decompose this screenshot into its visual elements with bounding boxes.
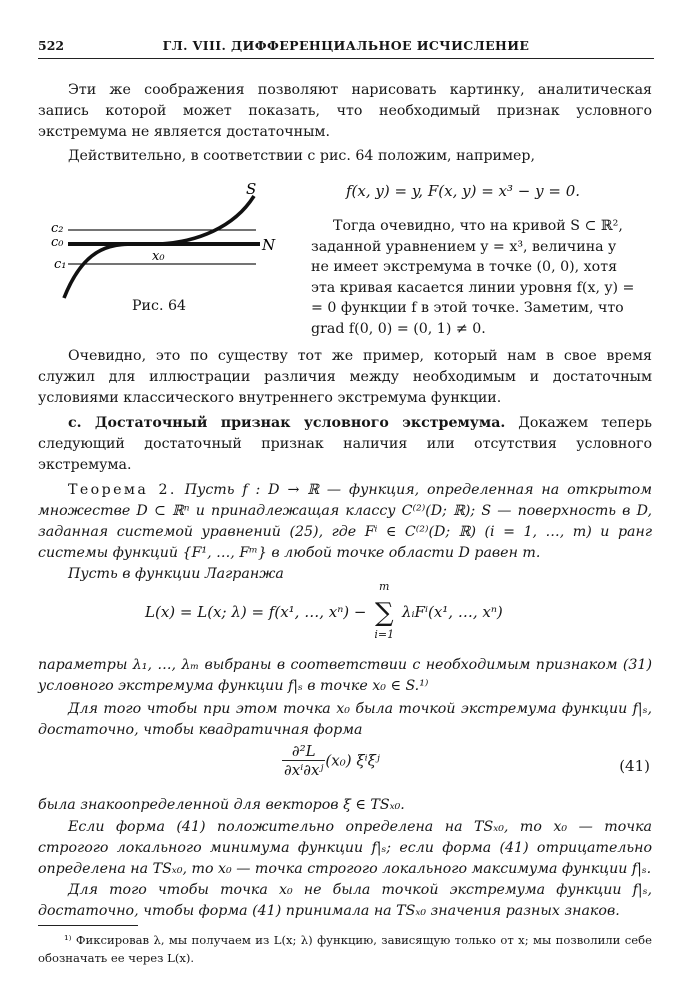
formula-quadratic [282, 742, 380, 779]
label-c1: c₁ [54, 257, 67, 272]
lagrange-left: L(x) = L(x; λ) = f(x¹, …, xⁿ) − [145, 603, 372, 621]
lagrange-right: λᵢFⁱ(x¹, …, xⁿ) [402, 603, 503, 621]
paragraph-indeed: Действительно, в соответствии с рис. 64 положим, например, [68, 148, 536, 164]
chapter-title: ГЛ. VIII. ДИФФЕРЕНЦИАЛЬНОЕ ИСЧИСЛЕНИЕ [162, 38, 530, 53]
side-line-3: не имеет экстремума в точке (0, 0), хотя [311, 259, 618, 276]
sum-upper: m [379, 580, 390, 593]
sum-lower: i=1 [374, 628, 395, 641]
figure-side-text [311, 216, 652, 340]
paragraph-obviously: Очевидно, это по существу тот же пример, который нам в свое время служил для иллюстрации различия между необходимым и достаточным условиями классического внутреннего экстремума функции. [38, 348, 652, 406]
figure-caption: Рис. 64 [132, 298, 187, 314]
equation-number: (41) [619, 757, 650, 775]
paragraph-positive: Если форма (41) положительно определена на TSₓ₀, то x₀ — точка строгого локального минимума функции f|ₛ; если форма (41) отрицательно определена на TSₓ₀, то x₀ — точка строгого локального максимума функции f|ₛ. [38, 819, 652, 877]
paragraph-for: Для того чтобы при этом точка x₀ была точкой экстремума функции f|ₛ, достаточно, чтобы квадратичная форма [38, 701, 652, 738]
theorem-text: Пусть f : D → ℝ — функция, определенная на открытом множестве D ⊂ ℝⁿ и принадлежащая классу C⁽²⁾(D; ℝ); S — поверхность в D, заданная системой уравнений (25), где Fⁱ ∈ C⁽²⁾(D; ℝ) (i = 1, …, m) и ранг системы функций {F¹, …, Fᵐ} в любой точке области D равен m. [38, 482, 652, 561]
footnote-rule [38, 925, 138, 926]
sum-sign: ∑ m i=1 [371, 598, 397, 628]
side-line-2: заданной уравнением y = x³, величина y [311, 238, 617, 255]
paragraph-params: параметры λ₁, …, λₘ выбраны в соответствии с необходимым признаком (31) условного экстремума функции f|ₛ в точке x₀ ∈ S.¹⁾ [38, 657, 652, 694]
paragraph-intro: Эти же соображения позволяют нарисовать картинку, аналитическая запись которой может показать, что необходимый признак условного экстремума не является достаточным. [38, 82, 652, 140]
theorem-label: Теорема 2. [68, 482, 177, 498]
fraction-numerator: ∂²L [282, 742, 325, 761]
formula-f-F: f(x, y) = y, F(x, y) = x³ − y = 0. [346, 182, 581, 200]
paragraph-not-extremum: Для того чтобы точка x₀ не была точкой экстремума функции f|ₛ, достаточно, чтобы форма (41) принимала на TSₓ₀ значения разных знаков. [38, 882, 652, 919]
label-c0: c₀ [51, 235, 64, 250]
formula-lagrange [145, 580, 503, 641]
fraction-denominator: ∂xⁱ∂xʲ [284, 761, 324, 779]
section-c-text: Докажем теперь следующий достаточный признак наличия или отсутствия условного экстремума. [38, 415, 653, 473]
footnote: ¹⁾ Фиксировав λ, мы получаем из L(x; λ) функцию, зависящую только от x; мы позволили себе обозначать ее через L(x). [38, 933, 652, 965]
figure-64 [38, 180, 300, 340]
side-line-4: эта кривая касается линии уровня f(x, y) = [311, 279, 635, 296]
section-c [38, 413, 652, 476]
label-x0: x₀ [152, 249, 165, 264]
label-c2: c₂ [51, 221, 64, 236]
curve-S [64, 196, 254, 298]
running-header [38, 36, 654, 59]
fraction [282, 742, 325, 779]
label-S: S [246, 180, 257, 198]
section-c-heading: c. Достаточный признак условного экстремума. [68, 415, 506, 431]
lagrange-intro: Пусть в функции Лагранжа [68, 566, 284, 582]
label-N: N [262, 236, 276, 254]
side-line-5: = 0 функции f в этой точке. Заметим, что [311, 300, 624, 317]
formula-rest: (x₀) ξⁱξʲ [325, 751, 380, 770]
side-line-6: grad f(0, 0) = (0, 1) ≠ 0. [311, 320, 486, 337]
side-line-1: Тогда очевидно, что на кривой S ⊂ ℝ², [333, 218, 623, 234]
theorem-2 [38, 480, 652, 564]
paragraph-definite: была знакоопределенной для векторов ξ ∈ TSₓ₀. [38, 797, 405, 813]
page-number: 522 [38, 38, 65, 53]
